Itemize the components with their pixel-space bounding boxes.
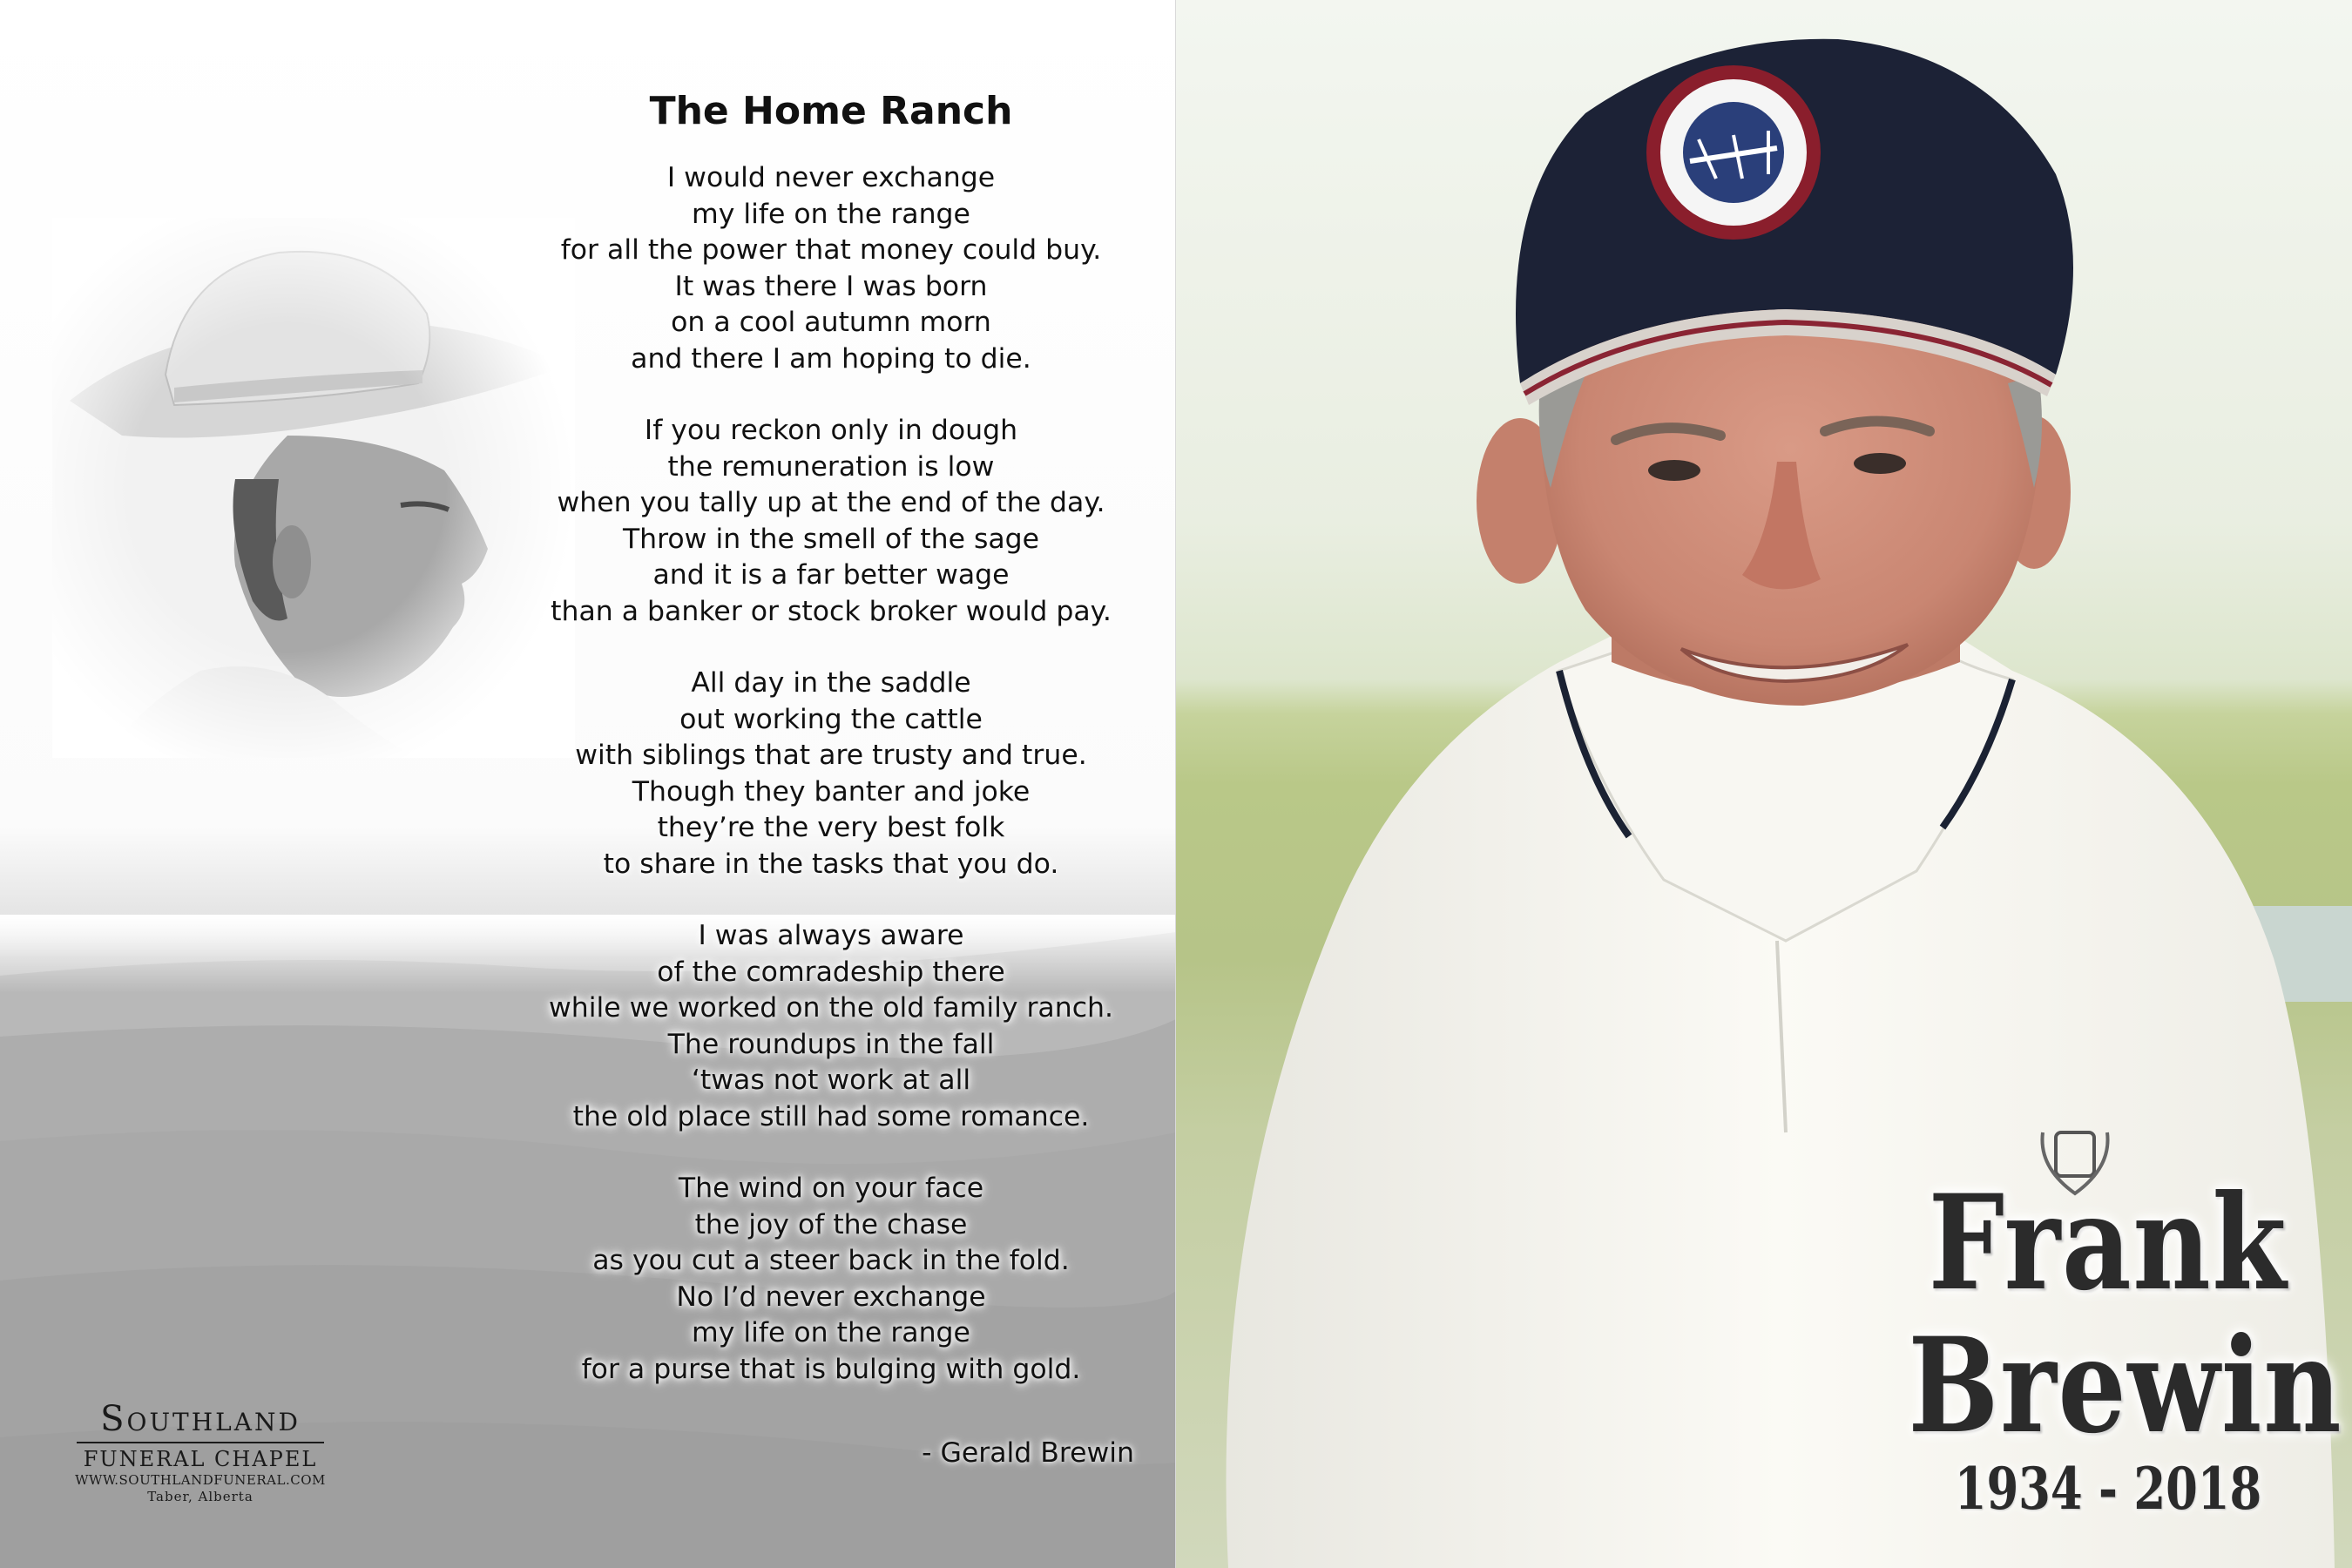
logo-name: Southland <box>100 1399 301 1439</box>
poem-line: as you cut a steer back in the fold. <box>592 1245 1070 1276</box>
poem-stanza-4 <box>483 918 1176 1135</box>
logo-website: WWW.SOUTHLANDFUNERAL.COM <box>75 1472 326 1488</box>
poem-line: when you tally up at the end of the day. <box>557 487 1105 518</box>
poem-attribution: - Gerald Brewin <box>922 1437 1134 1469</box>
poem-stanza-3 <box>483 666 1176 882</box>
poem-stanza-5 <box>483 1171 1176 1388</box>
poem-line: and there I am hoping to die. <box>631 342 1031 375</box>
poem-line: for all the power that money could buy. <box>560 234 1102 266</box>
poem-line: The roundups in the fall <box>667 1028 995 1060</box>
poem-line: and it is a far better wage <box>652 559 1010 591</box>
funeral-chapel-logo <box>70 1398 331 1504</box>
logo-location: Taber, Alberta <box>147 1489 253 1504</box>
poem-line: If you reckon only in dough <box>644 415 1018 446</box>
photo-panel <box>1176 0 2352 1568</box>
poem-line: they’re the very best folk <box>657 812 1005 843</box>
last-name: Brewin <box>1908 1309 2343 1463</box>
poem-line: my life on the range <box>692 1317 970 1348</box>
poem-line: the joy of the chase <box>694 1208 968 1240</box>
poem-line: All day in the saddle <box>691 667 971 699</box>
poem-line: to share in the tasks that you do. <box>603 848 1059 880</box>
first-name: Frank <box>1928 1166 2288 1320</box>
poem <box>483 80 1176 1423</box>
poem-line: out working the cattle <box>679 703 983 735</box>
poem-line: on a cool autumn morn <box>671 307 991 338</box>
poem-line: the old place still had some romance. <box>572 1100 1090 1132</box>
poem-line: Though they banter and joke <box>632 775 1031 808</box>
poem-line: of the comradeship there <box>657 956 1005 988</box>
poem-line: for a purse that is bulging with gold. <box>581 1353 1081 1385</box>
poem-line: with siblings that are trusty and true. <box>575 740 1087 771</box>
logo-divider <box>77 1442 324 1443</box>
poem-line: It was there I was born <box>674 270 988 302</box>
poem-line: Throw in the smell of the sage <box>622 523 1040 555</box>
cap-badge-icon <box>1653 72 1814 233</box>
poem-line: I would never exchange <box>666 162 996 193</box>
poem-line: my life on the range <box>692 198 970 230</box>
poem-title: The Home Ranch <box>649 89 1013 133</box>
poem-line: I was always aware <box>698 920 964 951</box>
logo-subtitle: FUNERAL CHAPEL <box>83 1447 318 1471</box>
poem-line: No I’d never exchange <box>676 1281 986 1313</box>
poem-line: ‘twas not work at all <box>691 1064 971 1096</box>
poem-line: than a banker or stock broker would pay. <box>551 595 1112 627</box>
poem-stanza-1 <box>483 160 1176 377</box>
memorial-name-block <box>1864 1166 2352 1524</box>
poem-line: while we worked on the old family ranch. <box>548 992 1113 1024</box>
life-years: 1934 - 2018 <box>1954 1455 2262 1523</box>
poem-line: the remuneration is low <box>667 450 995 483</box>
poem-line: The wind on your face <box>678 1173 984 1204</box>
poem-stanza-2 <box>483 413 1176 630</box>
